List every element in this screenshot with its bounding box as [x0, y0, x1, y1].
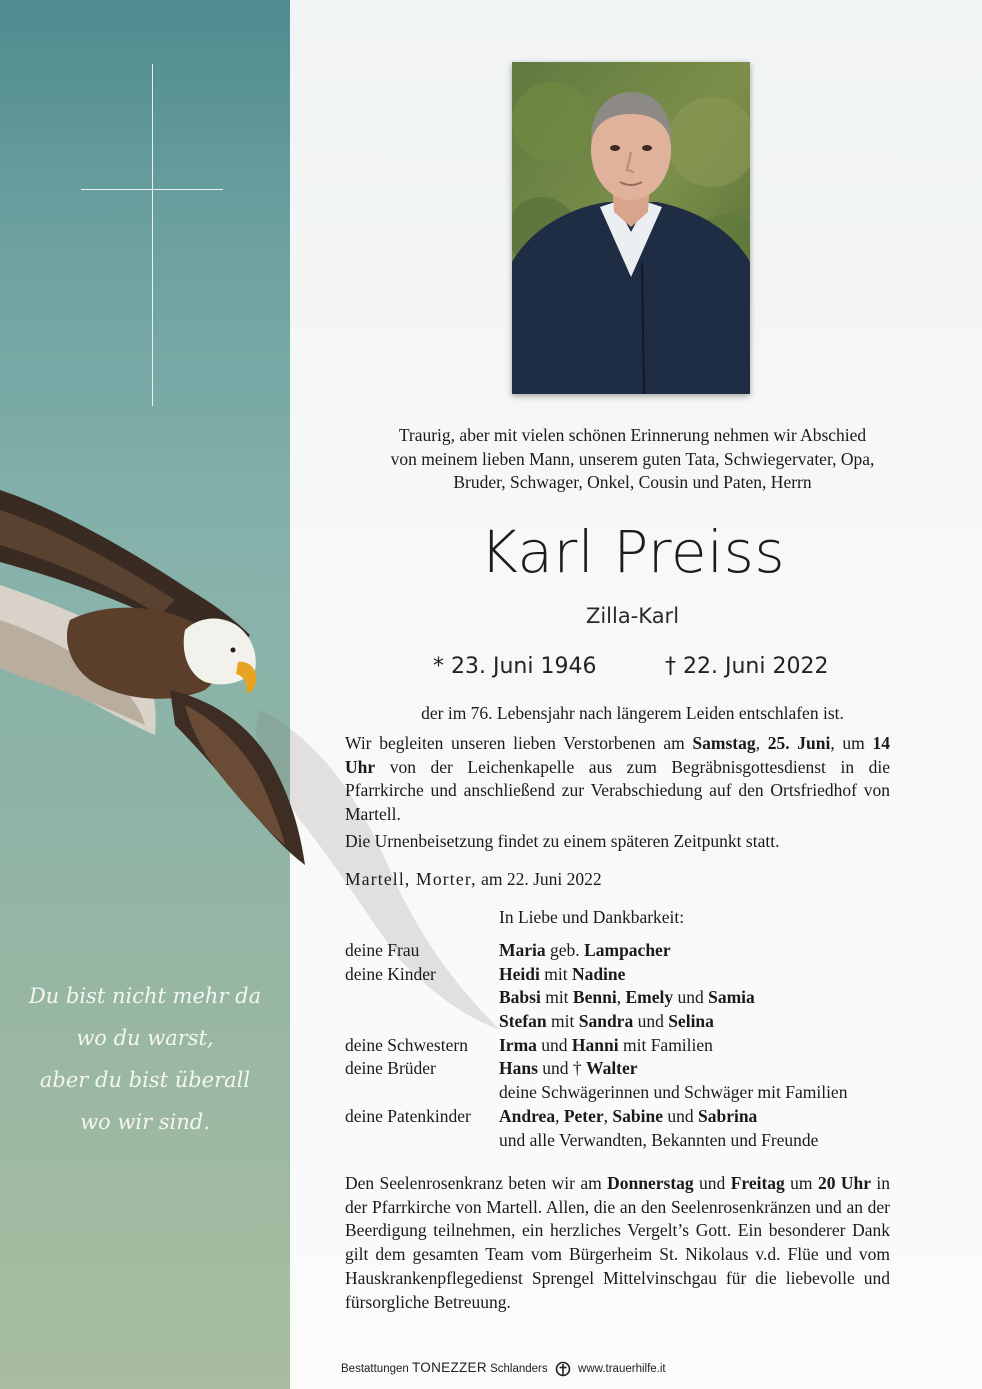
place-date	[345, 868, 602, 892]
mourner-names	[499, 1105, 757, 1129]
mourner-row	[345, 939, 920, 963]
notice-date: am 22. Juni 2022	[476, 869, 602, 889]
mourner-text: mit	[539, 963, 572, 984]
urn-line: Die Urnenbeisetzung findet zu einem späteren Zeitpunkt statt.	[345, 831, 780, 851]
intro-line: Traurig, aber mit vielen schönen Erinnerung nehmen wir Abschied	[398, 425, 867, 445]
mourner-name: Peter	[563, 1105, 604, 1126]
mourner-text: und	[662, 1105, 698, 1126]
mourner-names	[499, 939, 671, 963]
portrait-photo	[512, 62, 750, 394]
mourner-text: und	[673, 987, 709, 1008]
mourner-text: geb.	[545, 940, 585, 960]
mourner-name: Babsi	[499, 987, 541, 1008]
mourner-text: deine Schwägerinnen und Schwäger mit Familien	[499, 1082, 848, 1103]
quote-line: Du bist nicht mehr da	[28, 984, 262, 1008]
footer	[341, 1360, 901, 1377]
funeral-day: Samstag	[692, 733, 756, 753]
death-date: † 22. Juni 2022	[665, 654, 829, 679]
mourner-row	[345, 1129, 920, 1153]
mourner-name: Sandra	[578, 1011, 634, 1032]
mourner-name: Hans	[499, 1058, 538, 1079]
mourner-name: Andrea	[499, 1105, 556, 1126]
mourner-relation: deine Kinder	[345, 963, 436, 984]
mourner-row	[345, 1010, 920, 1034]
cross-icon-vertical	[152, 64, 153, 406]
funeral-paragraph	[345, 732, 890, 826]
mourner-name: Sabrina	[697, 1105, 758, 1126]
mourner-names	[499, 1129, 818, 1153]
intro-line: von meinem lieben Mann, unserem guten Tata, Schwiegervater, Opa,	[390, 448, 875, 469]
age-line: der im 76. Lebensjahr nach längerem Leiden entschlafen ist.	[421, 703, 844, 723]
footer-website[interactable]: www.trauerhilfe.it	[578, 1363, 666, 1375]
quote-line: wo wir sind.	[80, 1110, 210, 1134]
birth-date: * 23. Juni 1946	[433, 654, 597, 679]
mourner-text: und	[633, 1011, 669, 1032]
funeral-time: 14 Uhr	[345, 733, 890, 777]
mourner-text: und †	[537, 1058, 587, 1079]
mourner-name: Hanni	[571, 1034, 619, 1055]
deceased-nickname: Zilla-Karl	[585, 604, 680, 628]
mourner-names	[499, 1034, 713, 1058]
mourner-text: und	[536, 1034, 572, 1055]
funeral-text: von der Leichenkapelle aus zum Begräbnisgottesdienst in die Pfarrkirche und anschließend zur Verabschiedung auf den Ortsfriedhof von Martell.	[345, 756, 890, 824]
mourner-row	[345, 963, 920, 987]
mourner-relation: deine Schwestern	[345, 1034, 468, 1055]
mourner-name: Selina	[668, 1011, 714, 1032]
mourner-text: mit	[540, 987, 573, 1008]
mourner-row	[345, 1057, 920, 1081]
mourner-row	[345, 1081, 920, 1105]
closing-text: um	[784, 1173, 818, 1193]
mourner-name: Heidi	[499, 963, 540, 984]
funeral-date: 25. Juni	[767, 733, 831, 753]
mourner-name: Nadine	[571, 963, 626, 984]
quote-line: aber du bist überall	[39, 1068, 251, 1092]
closing-paragraph	[345, 1172, 890, 1314]
mourner-name: Irma	[499, 1034, 537, 1055]
mourner-name: Emely	[625, 987, 674, 1008]
mourner-relation: deine Patenkinder	[345, 1105, 471, 1126]
mourner-text: ,	[603, 1105, 613, 1126]
mourner-name: Maria	[499, 940, 546, 960]
mourner-names	[499, 1081, 847, 1105]
mourner-name: Walter	[586, 1058, 638, 1079]
intro-line: Bruder, Schwager, Onkel, Cousin und Paten, Herrn	[453, 472, 812, 492]
mourner-name: Lampacher	[584, 940, 671, 960]
closing-emphasis: 20 Uhr	[817, 1173, 871, 1193]
funeral-text: , um	[830, 733, 873, 753]
funeral-text: Wir begleiten unseren lieben Verstorbenen am	[345, 733, 693, 753]
mourner-text: und alle Verwandten, Bekannten und Freunde	[499, 1129, 819, 1150]
intro-text	[345, 424, 920, 495]
place-name: Martell, Morter,	[345, 869, 477, 889]
mourner-text: mit Familien	[618, 1034, 713, 1055]
deceased-name: Karl Preiss	[479, 518, 786, 586]
mourner-relation: deine Brüder	[345, 1058, 436, 1079]
mourner-text: ,	[616, 987, 626, 1008]
footer-brand: TONEZZER	[411, 1360, 487, 1375]
mourner-name: Stefan	[499, 1011, 547, 1032]
closing-text: in der Pfarrkirche von Martell. Allen, die an den Seelenrosenkränzen und an der Beerdigung teilnehmen, ein herzliches Vergelt’s Gott. Ein besonderer Dank gilt dem gesamten Team vom Bürgerheim St. Nikolaus v.d. Flüe und vom Hauskrankenpflegedienst Sprengel Mittelvinschgau für die liebevolle und fürsorgliche Betreuung.	[345, 1173, 890, 1312]
mourners-list	[345, 939, 920, 1152]
closing-emphasis: Donnerstag	[607, 1173, 694, 1193]
footer-prefix: Bestattungen	[341, 1363, 409, 1375]
closing-text: Den Seelenrosenkranz beten wir am	[345, 1173, 608, 1193]
funeral-text: ,	[755, 733, 768, 753]
mourner-relation: deine Frau	[345, 940, 420, 960]
mourner-text: ,	[555, 1105, 564, 1126]
cross-icon-horizontal	[81, 189, 223, 190]
mourner-names	[499, 963, 625, 987]
mourner-name: Sabine	[612, 1105, 663, 1126]
mourner-row	[345, 986, 920, 1010]
mourner-text: mit	[546, 1011, 579, 1032]
mourner-name: Samia	[708, 987, 755, 1008]
mourner-names	[499, 986, 755, 1010]
mourner-names	[499, 1010, 714, 1034]
closing-emphasis: Freitag	[730, 1173, 785, 1193]
footer-town: Schlanders	[490, 1363, 548, 1375]
quote-line: wo du warst,	[76, 1026, 214, 1050]
gratitude-line: In Liebe und Dankbarkeit:	[499, 907, 685, 927]
trauerhilfe-logo-icon	[555, 1361, 571, 1377]
mourner-row	[345, 1034, 920, 1058]
mourner-names	[499, 1057, 638, 1081]
mourner-row	[345, 1105, 920, 1129]
closing-text: und	[693, 1173, 731, 1193]
mourner-name: Benni	[572, 987, 617, 1008]
